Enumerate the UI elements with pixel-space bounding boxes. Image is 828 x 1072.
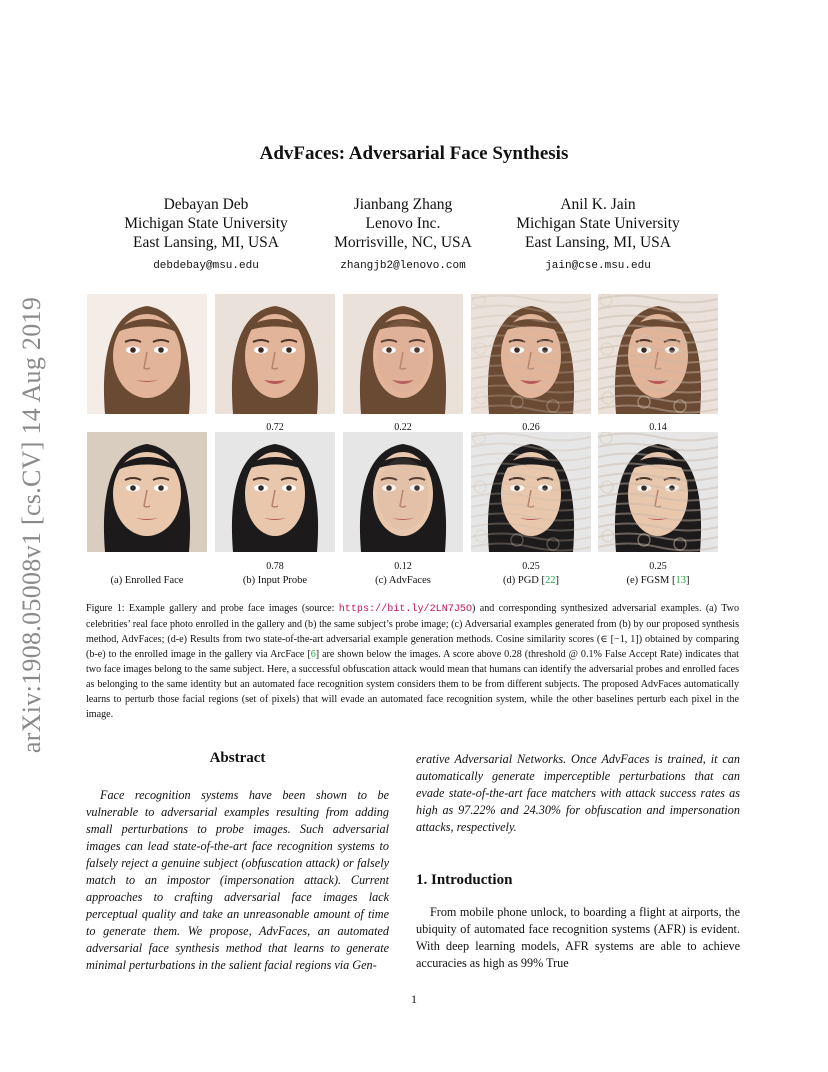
author-affiliation: Lenovo Inc. [365,215,441,232]
abstract-heading: Abstract [209,750,266,766]
author-location: East Lansing, MI, USA [525,234,671,251]
column-label-enrolled: (a) Enrolled Face [110,575,184,586]
similarity-score: 0.25 [649,561,667,572]
arxiv-stamp [19,290,45,760]
abstract-text: Face recognition systems have been shown to be vulnerable to adversarial examples resulting from adding small perturbations to probe images. Such adversarial images can lead state-of-the-art face recognition systems to falsely reject a genuine subject (obfuscation attack) or falsely match to an impostor (impersonation attack). Current approaches to crafting adversarial face images lack perceptual quality and take an unreasonable amount of time to generate them. We propose, AdvFaces, an automated adversarial face synthesis method that learns to generate minimal perturbations in the salient facial regions via Gen- [86,788,389,972]
author-affiliation: Michigan State University [124,215,288,232]
introduction-text: From mobile phone unlock, to boarding a flight at airports, the ubiquity of automated face recognition systems (AFR) is evident. With deep learning models, AFR systems are able to achieve accuracies as high as 99% True [416,905,740,970]
pgd-image [471,294,591,414]
citation-link[interactable]: 13 [675,575,686,586]
pgd-image [471,432,591,552]
fgsm-image [598,432,718,552]
abstract-continuation: erative Adversarial Networks. Once AdvFaces is trained, it can automatically generate imperceptible perturbations that can evade state-of-the-art face matchers with attack success rates as high as 97.22% and 24.30% for obfuscation and impersonation attacks, respectively. [416,752,740,834]
column-label-pgd: (d) PGD [22] [503,575,559,586]
page-number: 1 [411,992,417,1006]
author-location: East Lansing, MI, USA [133,234,279,251]
similarity-score: 0.26 [522,422,540,433]
author-name: Jianbang Zhang [353,196,453,213]
figure-caption: Figure 1: Example gallery and probe face images (source: https://bit.ly/2LN7J5O) and corresponding synthesized adversarial examples. (a) Two celebrities’ real face photo enrolled in the gallery and (b) the same subject’s probe image; (c) Adversarial examples generated from (b) by our proposed synthesis method, AdvFaces; (d-e) Results from two state-of-the-art adversarial example generation methods. Cosine similarity scores (∈ [−1, 1]) obtained by comparing (b-e) to the enrolled image in the gallery via ArcFace [6] are shown below the images. A score above 0.28 (threshold @ 0.1% False Accept Rate) indicates that two face images belong to the same subject. Here, a successful obfuscation attack would mean that humans can identify the adversarial probes and enrolled faces as belonging to the same identity but an automated face recognition system considers them to be from different subjects. The proposed AdvFaces automatically learns to perturb those facial regions (set of pixels) that will evade an automated face recognition system, while the other baselines perturb each pixel in the image. [86,603,739,720]
enrolled-face-image [87,294,207,414]
author-email[interactable]: jain@cse.msu.edu [545,260,651,272]
source-link[interactable]: https://bit.ly/2LN7J5O [338,604,473,615]
similarity-score: 0.12 [394,561,412,572]
citation-link[interactable]: 22 [545,575,556,586]
column-label-probe: (b) Input Probe [242,575,308,586]
author-name: Anil K. Jain [560,196,636,213]
similarity-score: 0.25 [522,561,540,572]
author-email[interactable]: zhangjb2@lenovo.com [340,260,466,272]
author-block-1 [96,195,316,276]
fgsm-image [598,294,718,414]
column-label-fgsm: (e) FGSM [13] [626,575,690,586]
author-block-3 [488,195,708,276]
similarity-score: 0.22 [394,422,412,433]
arxiv-stamp-text: arXiv:1908.05008v1 [cs.CV] 14 Aug 2019 [17,296,46,754]
input-probe-image [215,432,335,552]
enrolled-face-image [87,432,207,552]
author-email[interactable]: debdebay@msu.edu [153,260,259,272]
author-name: Debayan Deb [163,196,249,213]
advfaces-image [343,432,463,552]
column-label-advfaces: (c) AdvFaces [375,575,431,586]
similarity-score: 0.78 [266,561,284,572]
similarity-score: 0.14 [649,422,667,433]
paper-title: AdvFaces: Adversarial Face Synthesis [259,143,569,164]
advfaces-image [343,294,463,414]
similarity-score: 0.72 [266,422,284,433]
author-affiliation: Michigan State University [516,215,680,232]
introduction-heading: 1. Introduction [416,872,513,888]
author-block-2 [293,195,513,276]
input-probe-image [215,294,335,414]
citation-link[interactable]: 6 [310,649,316,660]
author-location: Morrisville, NC, USA [334,234,472,251]
